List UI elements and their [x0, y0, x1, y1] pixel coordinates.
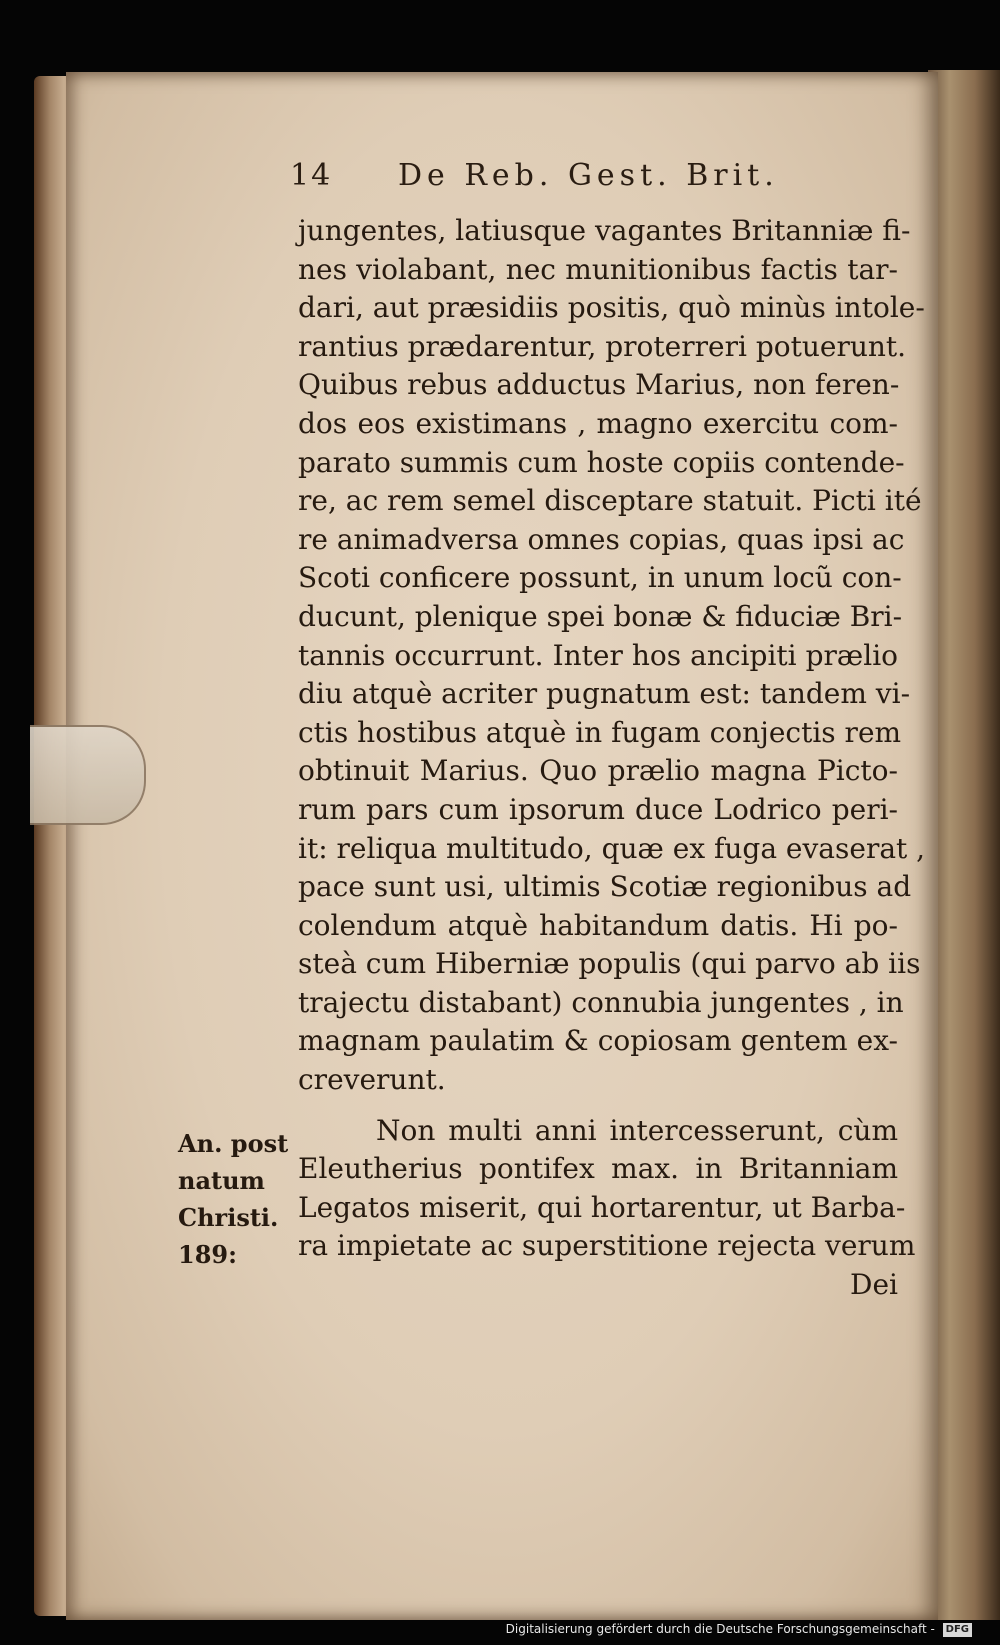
- catchword: Dei: [850, 1268, 898, 1302]
- marginal-line: 189:: [178, 1240, 237, 1269]
- marginal-line: An. post: [178, 1129, 289, 1158]
- page-number: 14: [290, 158, 333, 193]
- book-gutter: [928, 70, 1000, 1620]
- running-head: [290, 158, 890, 198]
- marginal-line: natum: [178, 1166, 265, 1195]
- text-line: diu atquè acriter pugnatum est: tandem vi-: [298, 677, 911, 711]
- text-line: Eleutherius pontifex max. in Britanniam: [298, 1152, 898, 1186]
- text-line: Legatos miserit, qui hortarentur, ut Barba-: [298, 1190, 906, 1224]
- text-line: pace sunt usi, ultimis Scotiæ regionibus ad: [298, 870, 912, 904]
- footer-text: Digitalisierung gefördert durch die Deutsche Forschungsgemeinschaft -: [505, 1622, 935, 1636]
- text-line: ctis hostibus atquè in fugam conjectis rem: [298, 715, 902, 749]
- text-line: jungentes, latiusque vagantes Britanniæ fi-: [298, 214, 911, 247]
- text-line: it: reliqua multitudo, quæ ex fuga evaserat ,: [298, 831, 926, 865]
- text-line: creverunt.: [298, 1063, 446, 1097]
- page-clip: [30, 725, 146, 825]
- text-line: Non multi anni intercesserunt, cùm: [376, 1113, 898, 1147]
- text-line: obtinuit Marius. Quo prælio magna Picto-: [298, 754, 898, 788]
- text-line: tannis occurrunt. Inter hos ancipiti prælio: [298, 638, 898, 672]
- text-line: trajectu distabant) connubia jungentes , in: [298, 985, 904, 1019]
- text-line: steà cum Hiberniæ populis (qui parvo ab iis: [298, 947, 921, 981]
- dfg-logo: DFG: [943, 1623, 972, 1637]
- text-line: re, ac rem semel disceptare statuit. Picti ité: [298, 484, 922, 518]
- text-line: rantius prædarentur, proterreri potuerunt.: [298, 329, 907, 363]
- marginal-line: Christi.: [178, 1203, 279, 1232]
- running-title: De Reb. Gest. Brit.: [398, 158, 779, 193]
- text-line: rum pars cum ipsorum duce Lodrico peri-: [298, 792, 898, 826]
- digitization-footer: [506, 1619, 972, 1639]
- paragraph-gap: [298, 1100, 898, 1112]
- text-line: ducunt, plenique spei bonæ & fiduciæ Bri-: [298, 599, 903, 633]
- text-line: dari, aut præsidiis positis, quò minùs intole-: [298, 291, 925, 325]
- text-line: Scoti conficere possunt, in unum locũ con-: [298, 561, 902, 595]
- text-line: colendum atquè habitandum datis. Hi po-: [298, 908, 898, 942]
- text-line: dos eos existimans , magno exercitu com-: [298, 406, 898, 440]
- text-line: ra impietate ac superstitione rejecta verum: [298, 1229, 916, 1263]
- text-line: nes violabant, nec munitionibus factis tar-: [298, 252, 898, 286]
- text-line: re animadversa omnes copias, quas ipsi ac: [298, 522, 905, 556]
- text-line: parato summis cum hoste copiis contende-: [298, 445, 905, 479]
- body-text: [298, 212, 926, 1305]
- marginal-note: [178, 1125, 298, 1273]
- text-line: Quibus rebus adductus Marius, non feren-: [298, 368, 900, 402]
- text-line: magnam paulatim & copiosam gentem ex-: [298, 1024, 898, 1058]
